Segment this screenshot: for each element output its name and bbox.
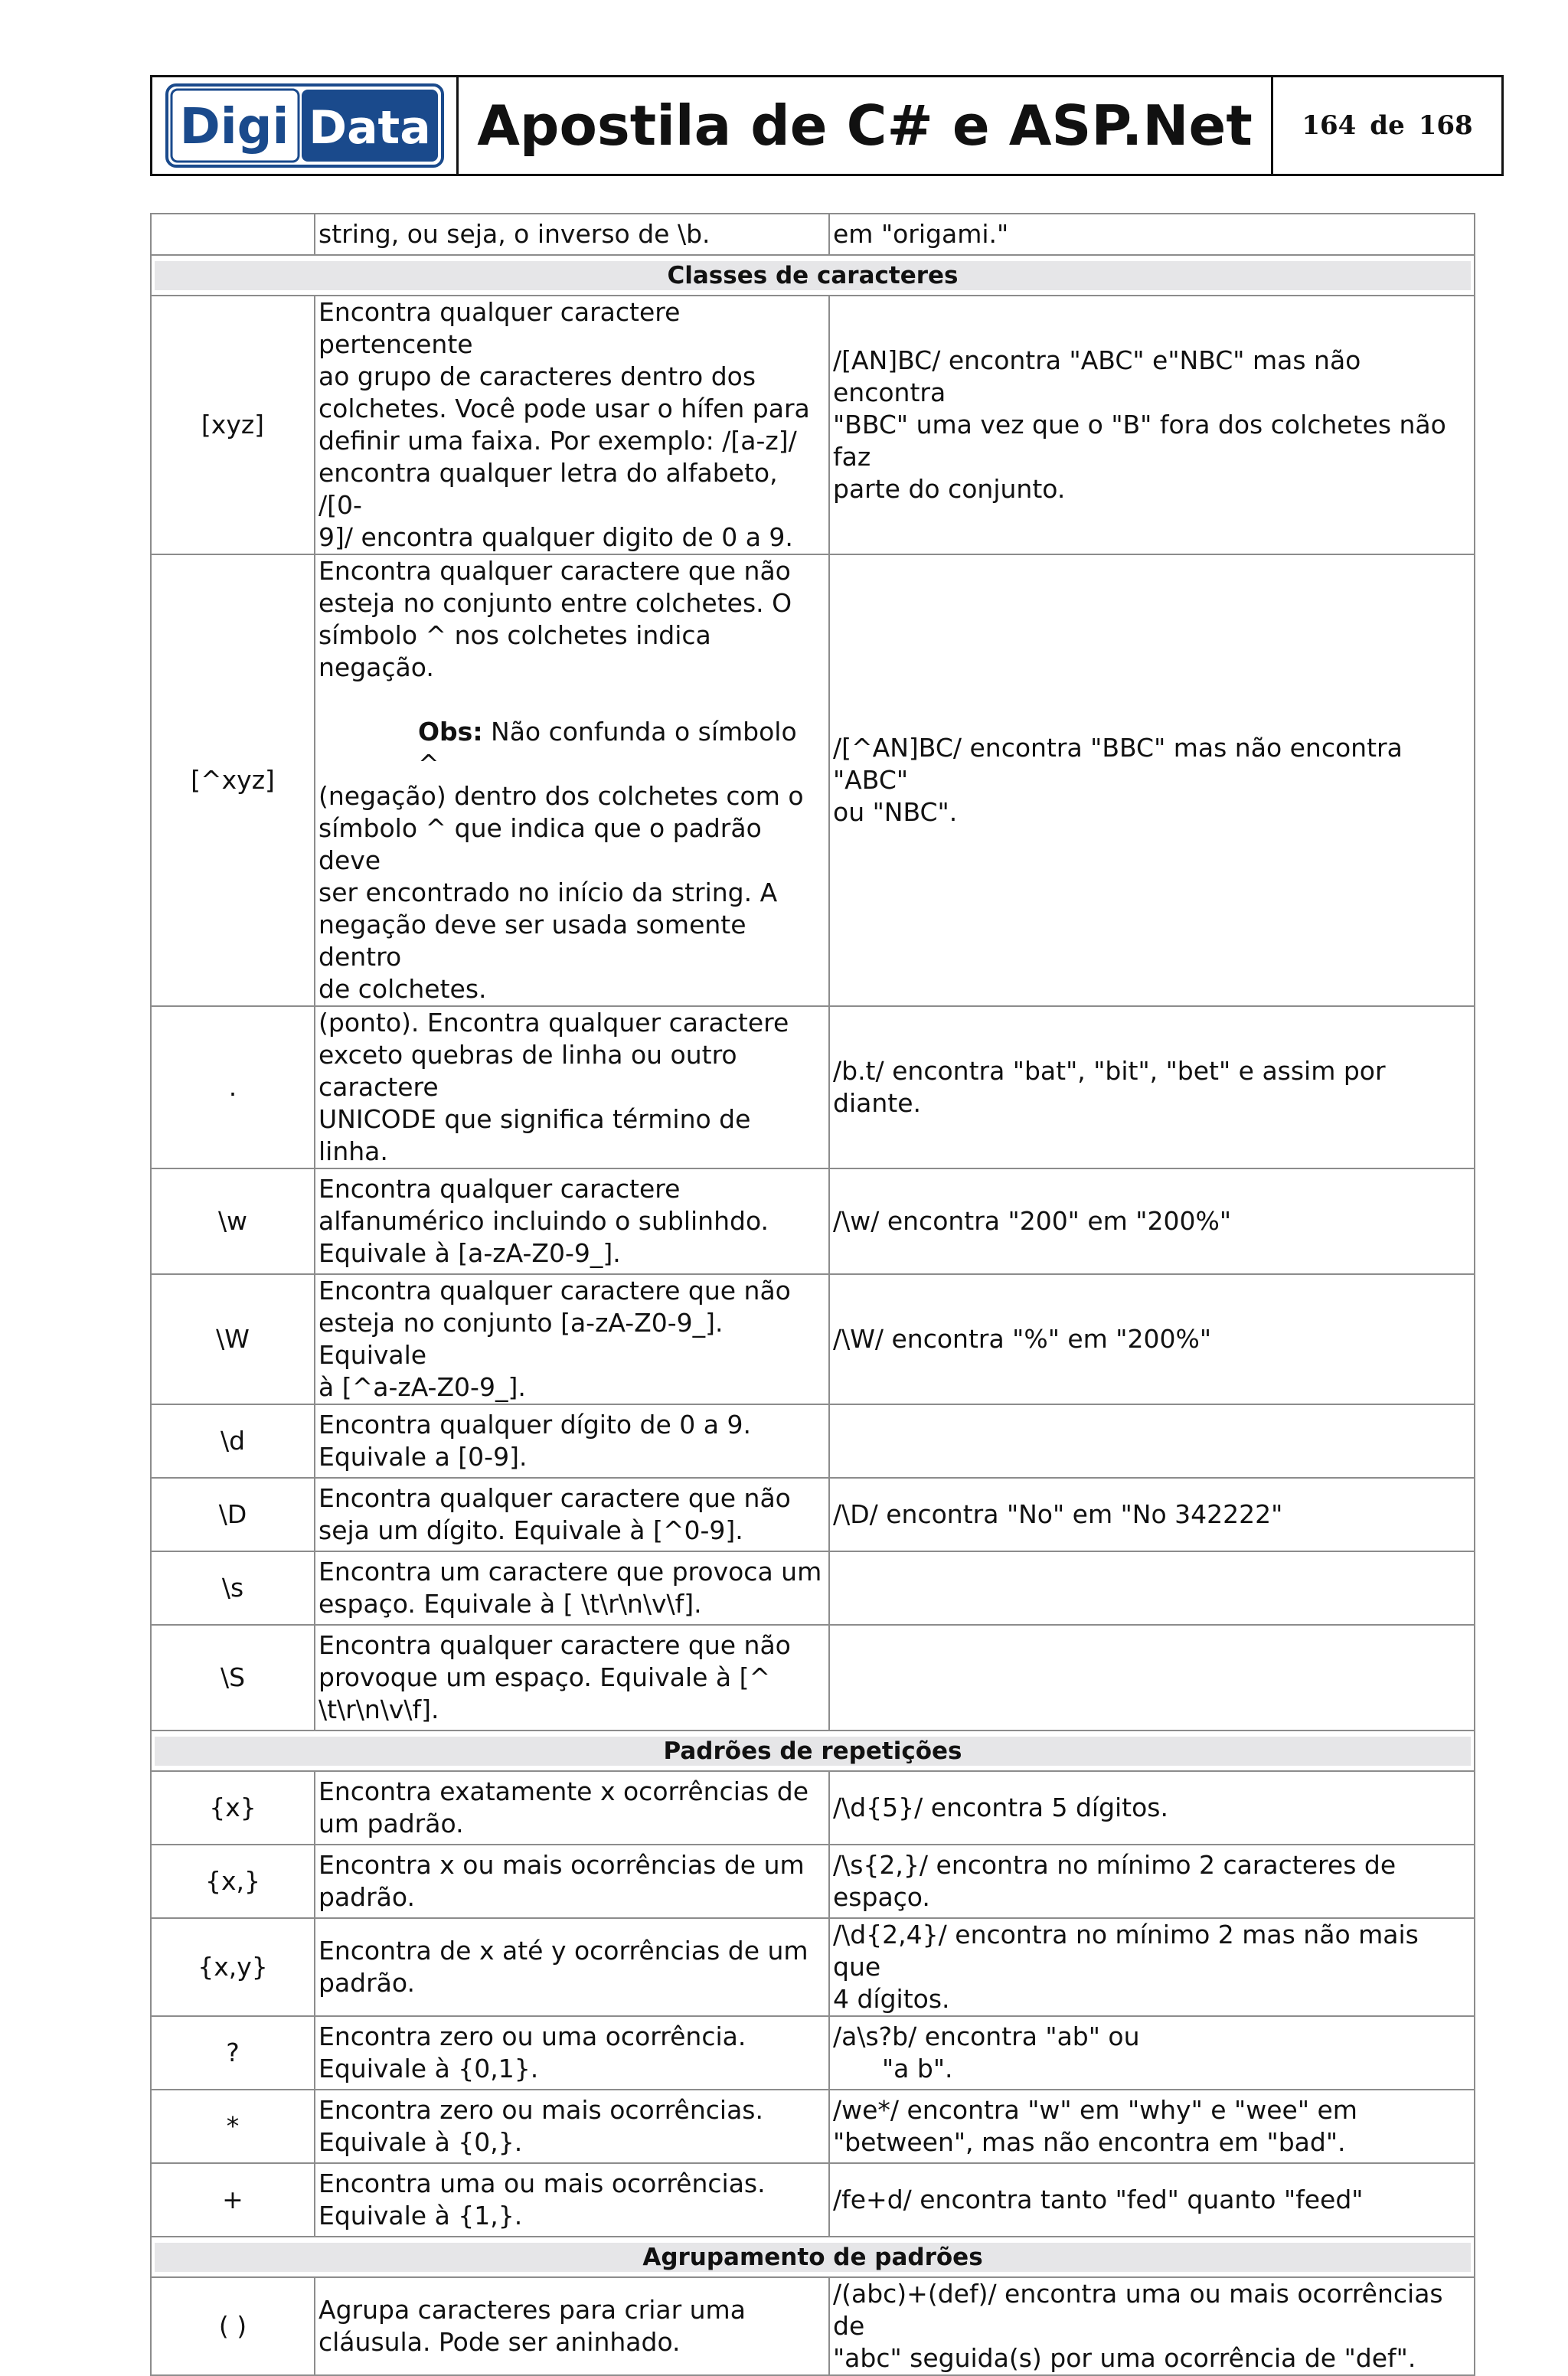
example-line: 4 dígitos. bbox=[833, 1984, 950, 2014]
page-header bbox=[150, 75, 1504, 176]
description-line: Encontra x ou mais ocorrências de um bbox=[318, 1850, 805, 1880]
description-cell bbox=[315, 554, 829, 1006]
symbol-cell: . bbox=[151, 1006, 315, 1168]
example-line: /\W/ encontra "%" em "200%" bbox=[833, 1324, 1212, 1354]
symbol-cell: \s bbox=[151, 1551, 315, 1625]
symbol-cell: + bbox=[151, 2163, 315, 2237]
example-line: /b.t/ encontra "bat", "bit", "bet" e assim por diante. bbox=[833, 1056, 1386, 1118]
symbol-cell: [^xyz] bbox=[151, 554, 315, 1006]
description-line: provoque um espaço. Equivale à [^ bbox=[318, 1662, 771, 1692]
description-cell bbox=[315, 2277, 829, 2375]
symbol-cell: {x,} bbox=[151, 1845, 315, 1918]
description-line: Encontra qualquer caractere que não bbox=[318, 556, 791, 586]
description-line: Encontra exatamente x ocorrências de bbox=[318, 1776, 809, 1806]
example-line: /fe+d/ encontra tanto "fed" quanto "feed" bbox=[833, 2185, 1364, 2214]
table-row bbox=[151, 1551, 1475, 1625]
section-header-row bbox=[151, 255, 1475, 296]
description-line: padrão. bbox=[318, 1882, 416, 1912]
table-row bbox=[151, 214, 1475, 255]
example-line: /\s{2,}/ encontra no mínimo 2 caracteres de bbox=[833, 1850, 1396, 1880]
symbol-cell: * bbox=[151, 2090, 315, 2163]
example-cell bbox=[829, 2090, 1475, 2163]
description-line: Encontra qualquer caractere bbox=[318, 1174, 681, 1204]
blank-line bbox=[318, 684, 825, 716]
page-of: de bbox=[1370, 110, 1405, 141]
example-line: ou "NBC". bbox=[833, 797, 958, 827]
description-cell bbox=[315, 1918, 829, 2016]
example-cell bbox=[829, 1168, 1475, 1274]
section-header-cell bbox=[151, 1731, 1475, 1771]
description-cell bbox=[315, 2090, 829, 2163]
example-line: "abc" seguida(s) por uma ocorrência de "def". bbox=[833, 2343, 1416, 2373]
obs-text-line: de colchetes. bbox=[318, 974, 487, 1004]
description-line: padrão. bbox=[318, 1968, 416, 1998]
example-cell bbox=[829, 1551, 1475, 1625]
table-row bbox=[151, 1404, 1475, 1478]
table-row bbox=[151, 1478, 1475, 1551]
description-line: seja um dígito. Equivale à [^0-9]. bbox=[318, 1515, 743, 1545]
page-number bbox=[1273, 77, 1501, 174]
example-cell bbox=[829, 2016, 1475, 2090]
example-cell bbox=[829, 2277, 1475, 2375]
description-line: exceto quebras de linha ou outro caractere bbox=[318, 1040, 737, 1102]
example-line: /a\s?b/ encontra "ab" ou bbox=[833, 2021, 1140, 2051]
description-line: Encontra uma ou mais ocorrências. bbox=[318, 2168, 766, 2198]
description-cell bbox=[315, 296, 829, 554]
obs-text-line: símbolo ^ que indica que o padrão deve bbox=[318, 813, 762, 875]
section-title: Padrões de repetições bbox=[155, 1737, 1471, 1766]
example-cell bbox=[829, 1771, 1475, 1845]
section-title: Agrupamento de padrões bbox=[155, 2243, 1471, 2272]
example-line: /\d{5}/ encontra 5 dígitos. bbox=[833, 1793, 1168, 1822]
section-header-cell bbox=[151, 255, 1475, 296]
symbol-cell: {x} bbox=[151, 1771, 315, 1845]
example-cell bbox=[829, 1478, 1475, 1551]
example-cell bbox=[829, 1274, 1475, 1404]
description-cell: string, ou seja, o inverso de \b. bbox=[315, 214, 829, 255]
example-cell bbox=[829, 2163, 1475, 2237]
obs-text-line: (negação) dentro dos colchetes com o bbox=[318, 781, 804, 811]
obs-line: Obs: Não confunda o símbolo ^ bbox=[418, 717, 797, 779]
example-line: "BBC" uma vez que o "B" fora dos colchetes não faz bbox=[833, 410, 1446, 472]
description-line: Encontra qualquer caractere pertencente bbox=[318, 297, 681, 359]
description-cell bbox=[315, 1006, 829, 1168]
description-line: colchetes. Você pode usar o hífen para bbox=[318, 394, 810, 423]
table-row bbox=[151, 296, 1475, 554]
table-row bbox=[151, 1625, 1475, 1731]
table-row bbox=[151, 554, 1475, 1006]
description-line: esteja no conjunto entre colchetes. O bbox=[318, 588, 792, 618]
document-title: Apostila de C# e ASP.Net bbox=[477, 93, 1253, 158]
table-row bbox=[151, 1168, 1475, 1274]
description-line: alfanumérico incluindo o sublinhdo. bbox=[318, 1206, 769, 1236]
description-line: Encontra qualquer caractere que não bbox=[318, 1276, 791, 1306]
page-current: 164 bbox=[1302, 110, 1357, 141]
table-row bbox=[151, 2090, 1475, 2163]
table-row bbox=[151, 1006, 1475, 1168]
description-line: Equivale à [a-zA-Z0-9_]. bbox=[318, 1238, 621, 1268]
symbol-cell: ? bbox=[151, 2016, 315, 2090]
example-cell bbox=[829, 296, 1475, 554]
description-cell bbox=[315, 1168, 829, 1274]
description-line: Equivale à {0,}. bbox=[318, 2127, 523, 2157]
example-cell bbox=[829, 554, 1475, 1006]
description-line: Encontra qualquer caractere que não bbox=[318, 1630, 791, 1660]
description-line: 9]/ encontra qualquer digito de 0 a 9. bbox=[318, 522, 793, 552]
example-cell bbox=[829, 1006, 1475, 1168]
description-cell bbox=[315, 2016, 829, 2090]
obs-text-line: ser encontrado no início da string. A bbox=[318, 878, 778, 907]
description-line: \t\r\n\v\f]. bbox=[318, 1695, 439, 1724]
description-line: Encontra um caractere que provoca um bbox=[318, 1557, 822, 1587]
section-header-row bbox=[151, 2237, 1475, 2277]
description-line: UNICODE que significa término de linha. bbox=[318, 1104, 751, 1166]
example-line: /[^AN]BC/ encontra "BBC" mas não encontra "ABC" bbox=[833, 733, 1403, 795]
description-cell bbox=[315, 1551, 829, 1625]
description-line: um padrão. bbox=[318, 1809, 464, 1838]
obs-text-line: negação deve ser usada somente dentro bbox=[318, 910, 746, 972]
description-cell bbox=[315, 1625, 829, 1731]
section-title: Classes de caracteres bbox=[155, 261, 1471, 290]
description-cell bbox=[315, 1404, 829, 1478]
description-cell bbox=[315, 1771, 829, 1845]
example-line: espaço. bbox=[833, 1882, 930, 1912]
svg-text:Digi: Digi bbox=[179, 99, 289, 155]
description-line: Equivale a [0-9]. bbox=[318, 1442, 528, 1472]
example-line: /\D/ encontra "No" em "No 342222" bbox=[833, 1499, 1283, 1529]
description-line: cláusula. Pode ser aninhado. bbox=[318, 2327, 681, 2357]
description-cell bbox=[315, 2163, 829, 2237]
description-line: Encontra qualquer caractere que não bbox=[318, 1483, 791, 1513]
symbol-cell: {x,y} bbox=[151, 1918, 315, 2016]
table-row bbox=[151, 2277, 1475, 2375]
symbol-cell: \D bbox=[151, 1478, 315, 1551]
example-cell bbox=[829, 1845, 1475, 1918]
description-line: Equivale à {1,}. bbox=[318, 2201, 523, 2231]
table-row bbox=[151, 2016, 1475, 2090]
symbol-cell: \W bbox=[151, 1274, 315, 1404]
table-row bbox=[151, 1918, 1475, 2016]
description-line: Encontra zero ou mais ocorrências. bbox=[318, 2095, 763, 2125]
symbol-cell: \w bbox=[151, 1168, 315, 1274]
example-line: /(abc)+(def)/ encontra uma ou mais ocorrências de bbox=[833, 2279, 1443, 2341]
section-header-row bbox=[151, 1731, 1475, 1771]
example-line: "a b". bbox=[882, 2054, 953, 2083]
description-line: ao grupo de caracteres dentro dos bbox=[318, 361, 756, 391]
example-cell bbox=[829, 1918, 1475, 2016]
logo-cell bbox=[152, 77, 459, 174]
description-line: definir uma faixa. Por exemplo: /[a-z]/ bbox=[318, 426, 797, 456]
description-line: Agrupa caracteres para criar uma bbox=[318, 2295, 746, 2325]
table-body bbox=[151, 214, 1475, 2375]
description-cell bbox=[315, 1274, 829, 1404]
svg-text:Data: Data bbox=[308, 101, 431, 155]
description-line: Equivale à {0,1}. bbox=[318, 2054, 539, 2083]
table-row bbox=[151, 1274, 1475, 1404]
symbol-cell: \S bbox=[151, 1625, 315, 1731]
page-total: 168 bbox=[1418, 110, 1473, 141]
description-line: Encontra de x até y ocorrências de um bbox=[318, 1936, 808, 1966]
description-line: Encontra qualquer dígito de 0 a 9. bbox=[318, 1410, 751, 1440]
symbol-cell: [xyz] bbox=[151, 296, 315, 554]
obs-label: Obs: bbox=[418, 717, 483, 747]
regex-reference-table bbox=[150, 213, 1475, 2376]
symbol-cell: \d bbox=[151, 1404, 315, 1478]
description-line: (ponto). Encontra qualquer caractere bbox=[318, 1008, 789, 1038]
example-line: /[AN]BC/ encontra "ABC" e"NBC" mas não encontra bbox=[833, 345, 1361, 407]
example-line: /\d{2,4}/ encontra no mínimo 2 mas não mais que bbox=[833, 1920, 1419, 1982]
table-row bbox=[151, 1771, 1475, 1845]
description-line: à [^a-zA-Z0-9_]. bbox=[318, 1372, 526, 1402]
symbol-cell bbox=[151, 214, 315, 255]
example-cell: em "origami." bbox=[829, 214, 1475, 255]
description-cell bbox=[315, 1845, 829, 1918]
example-line: "between", mas não encontra em "bad". bbox=[833, 2127, 1346, 2157]
title-cell bbox=[459, 77, 1273, 174]
description-line: encontra qualquer letra do alfabeto, /[0- bbox=[318, 458, 778, 520]
table-row bbox=[151, 1845, 1475, 1918]
example-cell bbox=[829, 1404, 1475, 1478]
section-header-cell bbox=[151, 2237, 1475, 2277]
symbol-cell: ( ) bbox=[151, 2277, 315, 2375]
digidata-logo bbox=[165, 83, 444, 168]
example-line: /\w/ encontra "200" em "200%" bbox=[833, 1206, 1231, 1236]
example-cell bbox=[829, 1625, 1475, 1731]
table-row bbox=[151, 2163, 1475, 2237]
example-line: /we*/ encontra "w" em "why" e "wee" em bbox=[833, 2095, 1357, 2125]
description-line: esteja no conjunto [a-zA-Z0-9_]. Equivale bbox=[318, 1308, 724, 1370]
description-line: símbolo ^ nos colchetes indica negação. bbox=[318, 620, 711, 682]
description-line: Encontra zero ou uma ocorrência. bbox=[318, 2021, 746, 2051]
description-line: espaço. Equivale à [ \t\r\n\v\f]. bbox=[318, 1589, 702, 1619]
example-line: parte do conjunto. bbox=[833, 474, 1066, 504]
description-cell bbox=[315, 1478, 829, 1551]
